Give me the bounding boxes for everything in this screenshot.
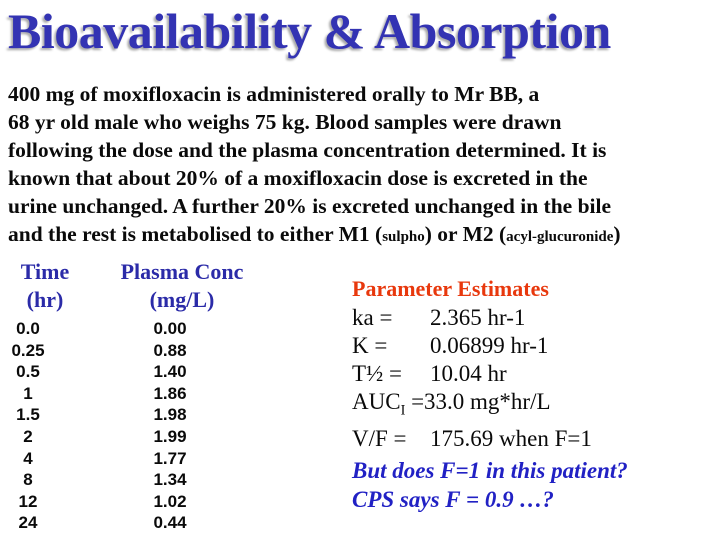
conc-cell: 1.99 bbox=[153, 426, 187, 446]
table-row bbox=[0, 469, 202, 491]
body-line bbox=[8, 136, 720, 164]
table-row bbox=[0, 404, 202, 426]
table-header-time-title: Time bbox=[20, 259, 70, 284]
body-text-segment: following the dose and the plasma concentration determined. It is bbox=[8, 138, 607, 162]
table-header-time bbox=[2, 258, 88, 314]
body-line bbox=[8, 108, 720, 136]
table-row bbox=[0, 361, 202, 383]
body-line bbox=[8, 192, 720, 220]
parameter-line bbox=[352, 304, 712, 332]
parameter-line bbox=[352, 332, 712, 360]
table-header-time-unit: (hr) bbox=[26, 287, 64, 312]
conc-cell: 1.40 bbox=[153, 362, 187, 382]
notes bbox=[352, 456, 712, 514]
parameter-line bbox=[352, 425, 712, 453]
table-row bbox=[0, 318, 202, 340]
parameter-segment: 175.69 when F=1 bbox=[430, 425, 592, 451]
data-table-rows bbox=[0, 318, 202, 534]
conc-cell: 1.86 bbox=[153, 383, 187, 403]
parameter-line bbox=[352, 360, 712, 388]
table-row bbox=[0, 426, 202, 448]
body-text-segment: ) bbox=[613, 222, 621, 246]
body-paragraph bbox=[8, 80, 720, 251]
table-row bbox=[0, 448, 202, 470]
table-row bbox=[0, 491, 202, 513]
conc-cell: 1.98 bbox=[153, 405, 187, 425]
parameter-line bbox=[352, 388, 712, 425]
conc-cell: 1.77 bbox=[153, 448, 187, 468]
parameter-segment: ka = bbox=[352, 305, 393, 330]
body-text-segment: known that about 20% of a moxifloxacin dose is excreted in the bbox=[8, 166, 588, 190]
table-header-plasma-conc-unit: (mg/L) bbox=[149, 287, 215, 312]
time-cell: 2 bbox=[23, 426, 33, 446]
parameter-segment: I bbox=[400, 402, 406, 419]
parameter-heading: Parameter Estimates bbox=[352, 276, 549, 301]
conc-cell: 0.88 bbox=[153, 340, 187, 360]
time-cell: 12 bbox=[18, 491, 38, 511]
time-cell: 0.0 bbox=[16, 319, 40, 338]
parameter-segment: V/F = bbox=[352, 425, 407, 451]
parameter-lines bbox=[352, 304, 712, 453]
body-text-segment: and the rest is metabolised to either M1 ( bbox=[8, 222, 383, 246]
table-header-plasma-conc-title: Plasma Conc bbox=[120, 259, 244, 284]
time-cell: 1 bbox=[23, 383, 33, 403]
time-cell: 0.25 bbox=[11, 340, 45, 360]
body-text-segment: ) or M2 ( bbox=[424, 222, 507, 246]
parameter-segment: 0.06899 hr-1 bbox=[430, 333, 549, 358]
conc-cell: 0.00 bbox=[153, 319, 187, 338]
parameter-segment: 2.365 hr-1 bbox=[430, 305, 526, 330]
conc-cell: 0.44 bbox=[153, 513, 187, 533]
parameter-panel bbox=[352, 276, 712, 514]
body-text-segment: sulpho bbox=[382, 229, 425, 245]
time-cell: 1.5 bbox=[16, 405, 40, 425]
time-cell: 24 bbox=[18, 513, 38, 533]
body-line bbox=[8, 164, 720, 192]
parameter-segment: 10.04 hr bbox=[430, 361, 507, 386]
time-cell: 4 bbox=[23, 448, 33, 468]
body-text-segment: urine unchanged. A further 20% is excreted unchanged in the bile bbox=[8, 194, 612, 218]
time-cell: 8 bbox=[23, 470, 33, 490]
time-cell: 0.5 bbox=[16, 362, 40, 382]
parameter-segment: T½ = bbox=[352, 361, 403, 386]
parameter-segment: =33.0 mg*hr/L bbox=[405, 389, 551, 414]
conc-cell: 1.34 bbox=[153, 470, 187, 490]
table-header-plasma-conc bbox=[98, 258, 266, 314]
body-line bbox=[8, 80, 720, 108]
table-row bbox=[0, 340, 202, 362]
body-text-segment: 68 yr old male who weighs 75 kg. Blood samples were drawn bbox=[8, 110, 562, 134]
table-row bbox=[0, 512, 202, 534]
note-line: CPS says F = 0.9 …? bbox=[352, 486, 554, 512]
parameter-segment: K = bbox=[352, 333, 388, 358]
note-line: But does F=1 in this patient? bbox=[352, 457, 628, 483]
conc-cell: 1.02 bbox=[153, 491, 187, 511]
body-text-segment: acyl-glucuronide bbox=[506, 229, 614, 245]
body-text-segment: 400 mg of moxifloxacin is administered orally to Mr BB, a bbox=[8, 82, 540, 106]
table-row bbox=[0, 383, 202, 405]
body-line bbox=[8, 220, 720, 251]
slide-title: Bioavailability & Absorption bbox=[8, 3, 611, 59]
parameter-segment: AUC bbox=[352, 389, 401, 414]
